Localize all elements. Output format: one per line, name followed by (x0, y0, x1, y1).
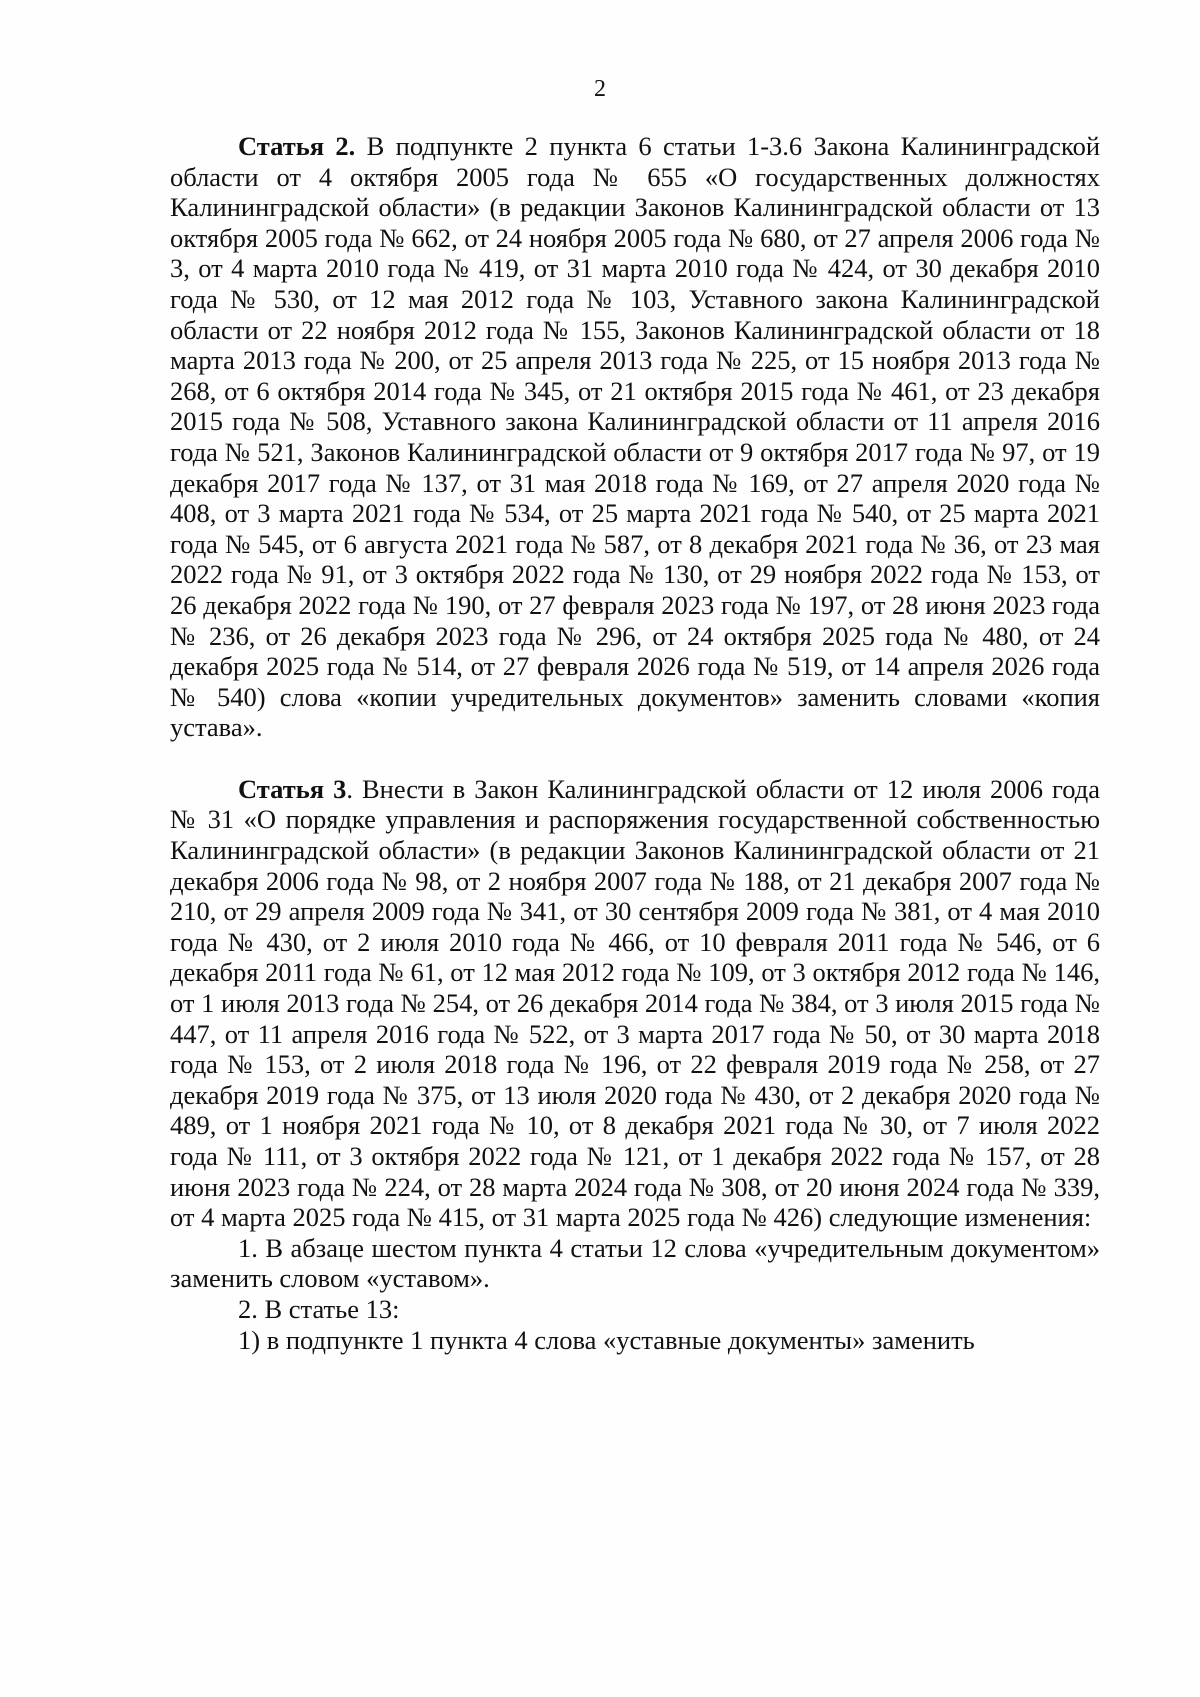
article-3-label: Статья 3 (238, 773, 347, 804)
amendment-item-2: 2. В статье 13: (238, 1293, 400, 1324)
document-body (170, 131, 1100, 1355)
article-3-text: . Внести в Закон Калининградской области от 12 июля 2006 года № 31 «О порядке управления и распоряжения государственной собственностью Калининградской области» (в редакции Законов Калининградской области от 21 декабря 2006 года № 98, от 2 ноября 2007 года № 188, от 21 декабря 2007 года № 210, от 29 апреля 2009 года № 341, от 30 сентября 2009 года № 381, от 4 мая 2010 года № 430, от 2 июля 2010 года № 466, от 10 февраля 2011 года № 546, от 6 декабря 2011 года № 61, от 12 мая 2012 года № 109, от 3 октября 2012 года № 146, от 1 июля 2013 года № 254, от 26 декабря 2014 года № 384, от 3 июля 2015 года № 447, от 11 апреля 2016 года № 522, от 3 марта 2017 года № 50, от 30 марта 2018 года № 153, от 2 июля 2018 года № 196, от 22 февраля 2019 года № 258, от 27 декабря 2019 года № 375, от 13 июля 2020 года № 430, от 2 декабря 2020 года № 489, от 1 ноября 2021 года № 10, от 8 декабря 2021 года № 30, от 7 июля 2022 года № 111, от 3 октября 2022 года № 121, от 1 декабря 2022 года № 157, от 28 июня 2023 года № 224, от 28 марта 2024 года № 308, от 20 июня 2024 года № 339, от 4 марта 2025 года № 415, от 31 марта 2025 года № 426) следующие изменения: (170, 773, 1100, 1233)
article-3-paragraph (170, 774, 1100, 1233)
page-number: 2 (594, 76, 606, 102)
amendment-subitem-1: 1) в подпункте 1 пункта 4 слова «уставные документы» заменить (238, 1324, 975, 1355)
article-2-paragraph (170, 131, 1100, 743)
amendment-item-1: 1. В абзаце шестом пункта 4 статьи 12 слова «учредительным документом» заменить словом «уставом». (170, 1232, 1100, 1294)
article-2-label: Статья 2. (238, 131, 356, 161)
article-2-text: В подпункте 2 пункта 6 статьи 1-3.6 Закона Калининградской области от 4 октября 2005 года № 655 «О государственных должностях Калининградской области» (в редакции Законов Калининградской области от 13 октября 2005 года № 662, от 24 ноября 2005 года № 680, от 27 апреля 2006 года № 3, от 4 марта 2010 года № 419, от 31 марта 2010 года № 424, от 30 декабря 2010 года № 530, от 12 мая 2012 года № 103, Уставного закона Калининградской области от 22 ноября 2012 года № 155, Законов Калининградской области от 18 марта 2013 года № 200, от 25 апреля 2013 года № 225, от 15 ноября 2013 года № 268, от 6 октября 2014 года № 345, от 21 октября 2015 года № 461, от 23 декабря 2015 года № 508, Уставного закона Калининградской области от 11 апреля 2016 года № 521, Законов Калининградской области от 9 октября 2017 года № 97, от 19 декабря 2017 года № 137, от 31 мая 2018 года № 169, от 27 апреля 2020 года № 408, от 3 марта 2021 года № 534, от 25 марта 2021 года № 540, от 25 марта 2021 года № 545, от 6 августа 2021 года № 587, от 8 декабря 2021 года № 36, от 23 мая 2022 года № 91, от 3 октября 2022 года № 130, от 29 ноября 2022 года № 153, от 26 декабря 2022 года № 190, от 27 февраля 2023 года № 197, от 28 июня 2023 года № 236, от 26 декабря 2023 года № 296, от 24 октября 2025 года № 480, от 24 декабря 2025 года № 514, от 27 февраля 2026 года № 519, от 14 апреля 2026 года № 540) слова «копии учредительных документов» заменить словами «копия устава». (170, 131, 1101, 743)
